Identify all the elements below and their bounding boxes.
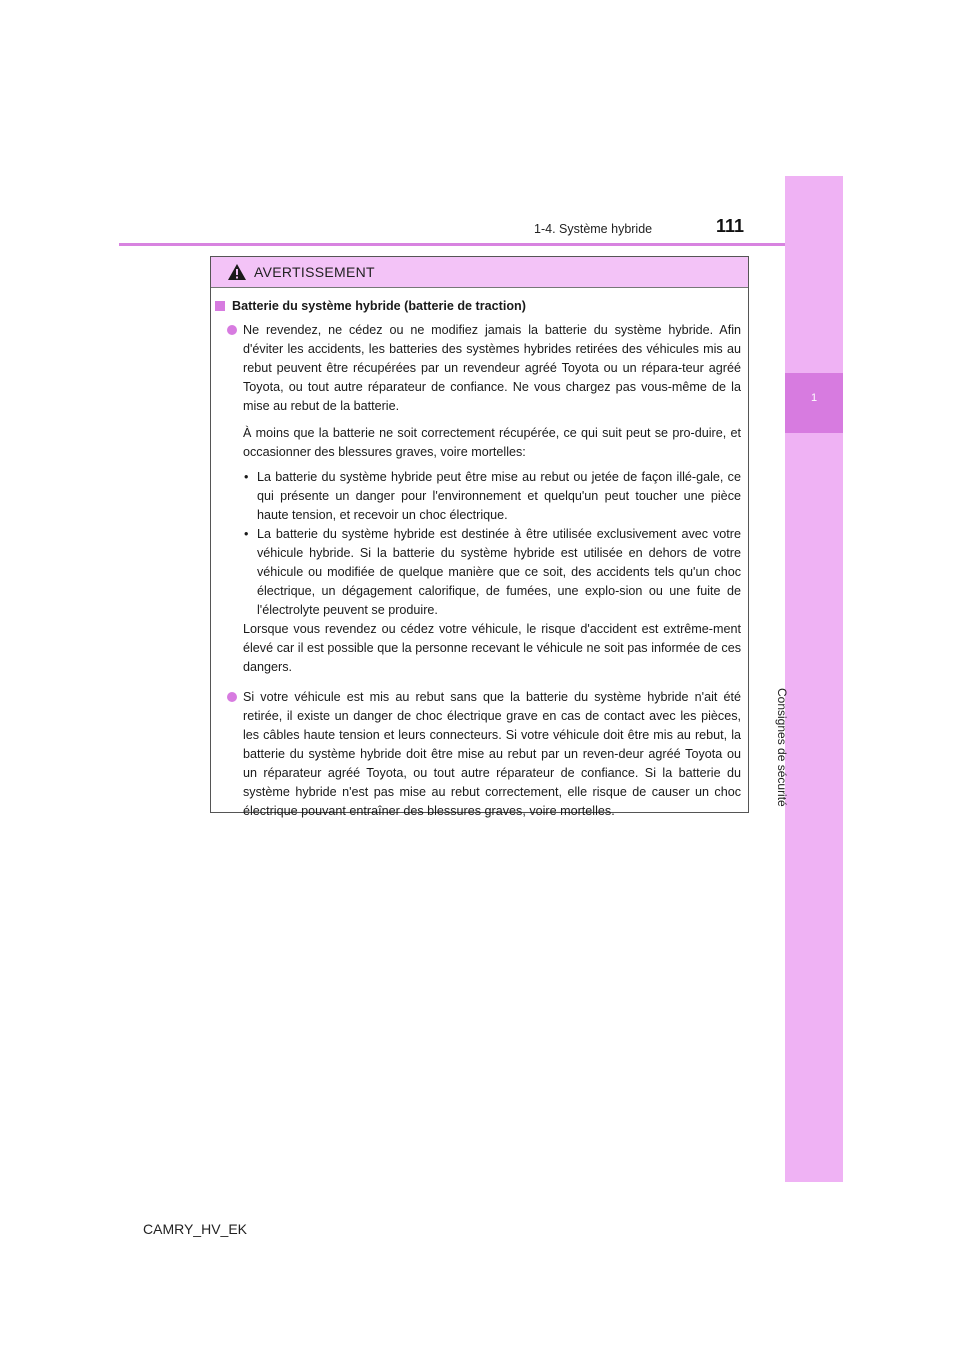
list-item [211,525,750,620]
paragraph: Lorsque vous revendez ou cédez votre véhicule, le risque d'accident est extrême-ment élevé car il est possible que la personne recevant le véhicule ne soit pas informée de ces dangers. [243,622,741,674]
page-number: 111 [716,216,745,236]
dot-bullet-mark: • [244,527,249,541]
list-item [211,321,750,416]
chapter-number: 1 [810,392,818,404]
warning-subheading [215,297,750,316]
warning-label: AVERTISSEMENT [254,264,375,280]
warning-triangle-icon [227,263,247,281]
square-bullet-icon [215,301,225,311]
model-code: CAMRY_HV_EK [143,1221,248,1237]
round-bullet-icon [227,325,237,335]
list-item [211,468,750,525]
warning-box [210,256,749,818]
warning-header [211,257,748,288]
header-divider [119,243,785,246]
list-item [211,688,750,821]
bullet-text: Ne revendez, ne cédez ou ne modifiez jamais la batterie du système hybride. Afin d'éviter les accidents, les batteries des systèmes hybrides retirées des véhicules mis au rebut peuvent être récupérées par un revendeur agréé Toyota ou un répara-teur agréé Toyota, ou tout autre réparateur de confiance. Ne vous chargez pas vous-même de la mise au rebut de la batterie. [243,323,741,413]
list-item-text: La batterie du système hybride est destinée à être utilisée exclusivement avec votre véhicule hybride. Si la batterie du système hybride est utilisée en dehors de votre véhicule ou modifiée de quelque manière que ce soit, des accidents tels qu'un choc électrique, un dégagement calorifique, de fumées, une explo-sion ou une fuite de l'électrolyte peuvent se produire. [257,527,741,617]
warning-body [211,297,750,821]
bullet-text: Si votre véhicule est mis au rebut sans que la batterie du système hybride n'ait été retirée, il existe un danger de choc électrique grave en cas de contact avec les pièces, les câbles haute tension et leurs connecteurs. Si votre véhicule doit être mis au rebut, la batterie du système hybride doit être mise au rebut par un reven-deur agréé Toyota ou un réparateur agréé Toyota, ou tout autre réparateur de confiance. Si la batterie du système hybride n'est pas mise au rebut correctement, elle risque de causer un choc électrique pouvant entraîner des blessures graves, voire mortelles. [243,690,741,818]
dot-bullet-mark: • [244,470,249,484]
list-item-text: La batterie du système hybride peut être mise au rebut ou jetée de façon illé-gale, ce qui présente un danger pour l'environnement et quelqu'un peut toucher une pièce haute tension, et recevoir un choc électrique. [257,470,741,522]
round-bullet-icon [227,692,237,702]
paragraph: À moins que la batterie ne soit correctement récupérée, ce qui suit peut se pro-duire, et occasionner des blessures graves, voire mortelles: [243,426,741,459]
subheading-text: Batterie du système hybride (batterie de traction) [232,299,526,313]
chapter-title: Consignes de sécurité [775,688,789,807]
section-title: 1-4. Système hybride [534,222,653,236]
chapter-side-tab [775,176,843,1182]
